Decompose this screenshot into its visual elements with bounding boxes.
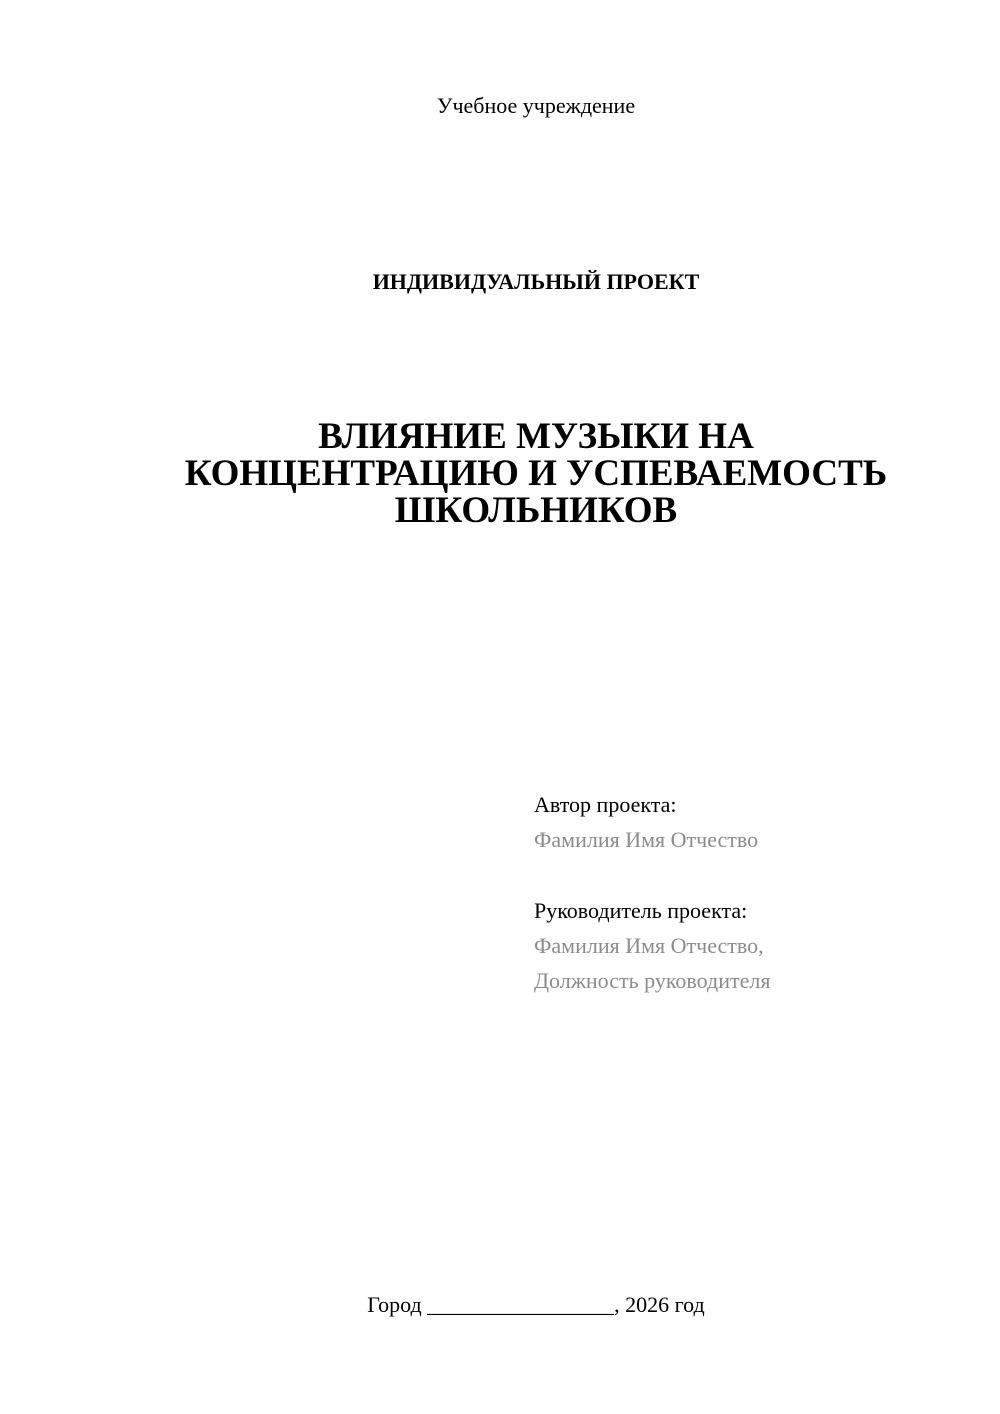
author-name: Фамилия Имя Отчество [534,827,759,852]
project-title-line: ШКОЛЬНИКОВ [394,490,678,531]
author-label: Автор проекта: [534,792,677,817]
project-title-line: ВЛИЯНИЕ МУЗЫКИ НА [318,416,754,457]
project-title-line: КОНЦЕНТРАЦИЮ И УСПЕВАЕМОСТЬ [184,453,888,494]
supervisor-name: Фамилия Имя Отчество, [534,933,764,958]
project-title [100,418,972,529]
institution-name: Учебное учреждение [436,93,636,118]
project-type-heading: ИНДИВИДУАЛЬНЫЙ ПРОЕКТ [372,269,700,294]
credits-block [534,787,974,998]
credits-spacer [534,857,974,893]
supervisor-position: Должность руководителя [534,968,771,993]
supervisor-label: Руководитель проекта: [534,898,748,923]
city-year-line: Город _________________, 2026 год [367,1292,705,1317]
